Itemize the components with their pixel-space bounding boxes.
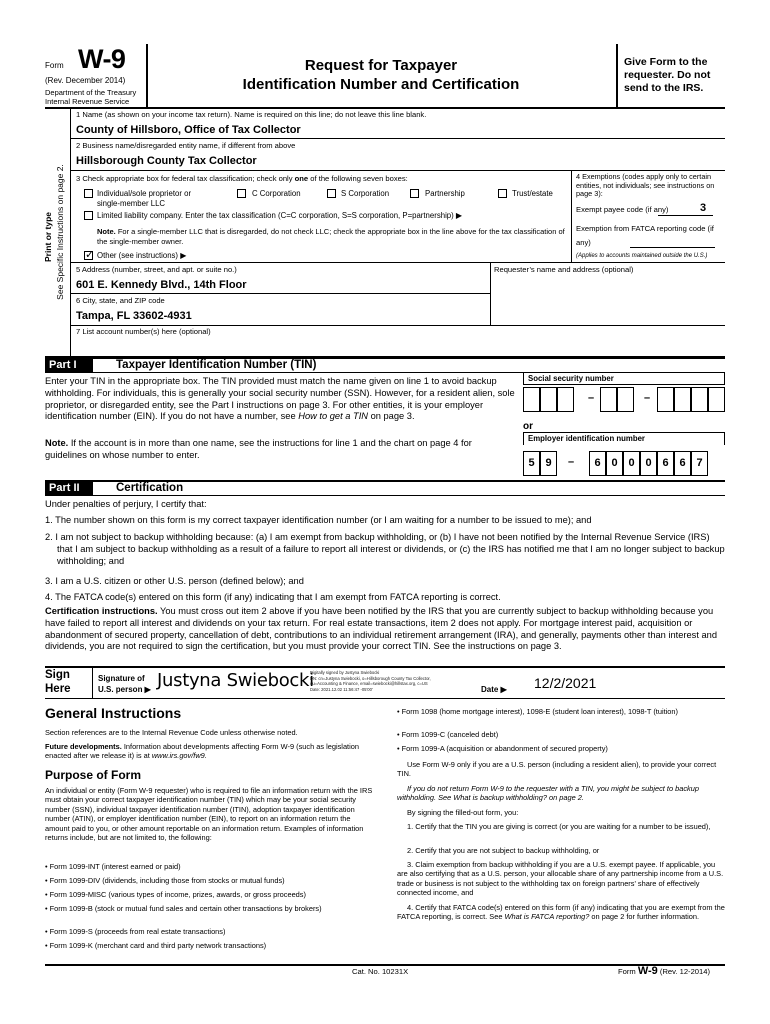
line5-address-field[interactable]: 601 E. Kennedy Blvd., 14th Floor xyxy=(76,279,247,291)
reason-2: 2. Certify that you are not subject to backup withholding, or xyxy=(407,846,600,855)
part2-tag: Part II xyxy=(45,481,93,495)
ssn-dash: – xyxy=(644,392,651,404)
individual-label: Individual/sole proprietor or xyxy=(97,189,192,198)
bullet-1099-misc: • Form 1099-MISC (various types of income, prizes, awards, or gross proceeds) xyxy=(45,890,306,899)
line7-label: 7 List account number(s) here (optional) xyxy=(76,327,211,336)
ein-digit[interactable]: 9 xyxy=(540,451,557,476)
ein-digit[interactable]: 6 xyxy=(657,451,674,476)
ssn-digit[interactable] xyxy=(674,387,691,412)
line1-label: 1 Name (as shown on your income tax return). Name is required on this line; do not leave this line blank. xyxy=(76,110,427,119)
ssn-digit[interactable] xyxy=(617,387,634,412)
digital-signature-stamp: Digitally signed by Justyna Swiebocki DN: cn=Justyna Swiebocki, o=Hillsborough County Tax Collector, ou=Accounting & Finance, email=swiebocki@hillstax.org, c=US Date: 2021.12.02 11:56:47 -05'00' xyxy=(310,670,431,692)
ein-digit[interactable]: 6 xyxy=(674,451,691,476)
trust-checkbox[interactable] xyxy=(498,189,507,198)
by-signing-text: By signing the filled-out form, you: xyxy=(407,808,519,817)
ssn-digit[interactable] xyxy=(657,387,674,412)
reason-4: 4. Certify that FATCA code(s) entered on this form (if any) indicating that you are exempt from the FATCA reporting, is correct. See What is FATCA reporting? on page 2 for further information. xyxy=(397,903,725,922)
part1-title: Taxpayer Identification Number (TIN) xyxy=(116,359,317,371)
other-checkbox[interactable] xyxy=(84,251,93,260)
line3-note: Note. For a single-member LLC that is disregarded, do not check LLC; check the appropriate box in the line above for the tax classification of the single-member owner. xyxy=(97,227,565,246)
ssn-digit[interactable] xyxy=(523,387,540,412)
part1-tag: Part I xyxy=(45,358,93,372)
other-label: Other (see instructions) ▶ xyxy=(97,251,187,260)
if-not-return-text: If you do not return Form W-9 to the requester with a TIN, you might be subject to backup withholding. See What is backup withholding? on page 2. xyxy=(397,784,699,803)
purpose-text: An individual or entity (Form W-9 requester) who is required to file an information return with the IRS must obtain your correct taxpayer identification number (TIN) which may be your social security number (SSN), individual taxpayer identification number (ITIN), adoption taxpayer identification number (ATIN), or employer identification number (EIN), to report on an information return the amount paid to you, or other amount reportable on an information return. Examples of information returns include, but are not limited to, the following: xyxy=(45,786,373,843)
cert-item-1: 1. The number shown on this form is my correct taxpayer identification number (or I am waiting for a number to be issued to me); and xyxy=(45,515,592,525)
general-p1: Section references are to the Internal Revenue Code unless otherwise noted. xyxy=(45,728,298,737)
ein-digit[interactable]: 6 xyxy=(589,451,606,476)
signature-field[interactable]: Justyna Swiebocki xyxy=(157,670,314,691)
line6-city-field[interactable]: Tampa, FL 33602-4931 xyxy=(76,310,192,322)
bullet-1099-k: • Form 1099-K (merchant card and third party network transactions) xyxy=(45,941,267,950)
form-irs: Internal Revenue Service xyxy=(45,97,130,106)
ssn-digit[interactable] xyxy=(540,387,557,412)
line6-label: 6 City, state, and ZIP code xyxy=(76,296,165,305)
use-form-text: Use Form W-9 only if you are a U.S. person (including a resident alien), to provide your correct TIN. xyxy=(397,760,717,779)
cert-instructions: Certification instructions. You must cross out item 2 above if you have been notified by the IRS that you are currently subject to backup withholding because you have failed to report all interest and dividends on your tax return. For real estate transactions, item 2 does not apply. For mortgage interest paid, acquisition or abandonment of secured property, cancellation of debt, contributions to an individual retirement arrangement (IRA), and generally, payments other than interest and dividends, you are not required to sign the certification, but you must provide your correct TIN. See the instructions on page 3. xyxy=(45,606,718,652)
fatca-applies-note: (Applies to accounts maintained outside the U.S.) xyxy=(576,253,708,259)
exempt-payee-code-field[interactable]: 3 xyxy=(700,202,707,214)
cert-item-4: 4. The FATCA code(s) entered on this form (if any) indicating that I am exempt from FATCA reporting is correct. xyxy=(45,592,501,602)
page-subtitle: Identification Number and Certification xyxy=(242,76,520,93)
see-specific-instructions: See Specific Instructions on page 2. xyxy=(55,164,65,300)
bullet-1099-s: • Form 1099-S (proceeds from real estate transactions) xyxy=(45,927,226,936)
bullet-1099-a: • Form 1099-A (acquisition or abandonment of secured property) xyxy=(397,744,608,753)
future-developments: Future developments. Information about developments affecting Form W-9 (such as legislation enacted after we release it) is at www.irs.gov/fw9. xyxy=(45,742,359,761)
s-corp-checkbox[interactable] xyxy=(327,189,336,198)
part2-intro: Under penalties of perjury, I certify that: xyxy=(45,499,207,509)
line2-label: 2 Business name/disregarded entity name, if different from above xyxy=(76,141,296,150)
form-name: W-9 xyxy=(78,44,126,74)
date-label: Date ▶ xyxy=(481,685,507,694)
line5-label: 5 Address (number, street, and apt. or suite no.) xyxy=(76,265,237,274)
exempt-payee-label: Exempt payee code (if any) xyxy=(576,205,669,214)
date-field[interactable]: 12/2/2021 xyxy=(534,675,597,691)
cert-item-2: 2. I am not subject to backup withholding because: (a) I am exempt from backup withholding, or (b) I have not been notified by the Internal Revenue Service (IRS) that I am subject to backup withholding as a result of a failure to report all interest or dividends, or (c) the IRS has notified me that I am no longer subject to backup withholding; and xyxy=(45,532,725,566)
trust-label: Trust/estate xyxy=(512,189,553,198)
cert-item-3: 3. I am a U.S. citizen or other U.S. person (defined below); and xyxy=(45,576,304,586)
line3-label: 3 Check appropriate box for federal tax classification; check only one of the following seven boxes: xyxy=(76,174,408,183)
line4-label: 4 Exemptions (codes apply only to certain entities, not individuals; see instructions on page 3): xyxy=(576,172,715,199)
catalog-number: Cat. No. 10231X xyxy=(352,967,409,976)
ssn-digit[interactable] xyxy=(600,387,617,412)
individual-checkbox[interactable] xyxy=(84,189,93,198)
form-rev: (Rev. December 2014) xyxy=(45,76,126,85)
llc-checkbox[interactable] xyxy=(84,211,93,220)
part1-note: Note. If the account is in more than one name, see the instructions for line 1 and the chart on page 4 for guidelines on whose number to enter. xyxy=(45,438,472,460)
part2-title: Certification xyxy=(116,482,184,494)
page-title: Request for Taxpayer xyxy=(304,57,458,74)
ein-digit[interactable]: 0 xyxy=(640,451,657,476)
or-label: or xyxy=(523,421,533,432)
ein-digit[interactable]: 0 xyxy=(623,451,640,476)
ein-digit[interactable]: 5 xyxy=(523,451,540,476)
ein-label: Employer identification number xyxy=(528,434,645,443)
line1-name-field[interactable]: County of Hillsboro, Office of Tax Collector xyxy=(76,124,301,136)
sign-label: Sign Here xyxy=(45,669,71,695)
ein-dash: – xyxy=(568,456,575,468)
c-corp-checkbox[interactable] xyxy=(237,189,246,198)
ein-digit[interactable]: 7 xyxy=(691,451,708,476)
s-corp-label: S Corporation xyxy=(341,189,390,198)
c-corp-label: C Corporation xyxy=(252,189,301,198)
bullet-1099-div: • Form 1099-DIV (dividends, including those from stocks or mutual funds) xyxy=(45,876,285,885)
general-instructions-heading: General Instructions xyxy=(45,705,182,721)
fatca-exemption-label: Exemption from FATCA reporting code (if any) xyxy=(576,224,714,247)
purpose-heading: Purpose of Form xyxy=(45,768,142,782)
bullet-1099-c: • Form 1099-C (canceled debt) xyxy=(397,730,499,739)
form-dept: Department of the Treasury xyxy=(45,88,137,97)
partnership-label: Partnership xyxy=(425,189,465,198)
ein-digit[interactable]: 0 xyxy=(606,451,623,476)
footer-form-id: Form W-9 (Rev. 12-2014) xyxy=(618,965,711,977)
llc-label: Limited liability company. Enter the tax classification (C=C corporation, S=S corporation, P=partnership) ▶ xyxy=(97,211,462,220)
ssn-digit[interactable] xyxy=(708,387,725,412)
ssn-digit[interactable] xyxy=(557,387,574,412)
bullet-1099-int: • Form 1099-INT (interest earned or paid) xyxy=(45,862,181,871)
side-instructions-label-2 xyxy=(55,112,69,352)
bullet-1098: • Form 1098 (home mortgage interest), 1098-E (student loan interest), 1098-T (tuition) xyxy=(397,707,678,716)
print-or-type: Print or type xyxy=(43,211,53,263)
ssn-dash: – xyxy=(588,392,595,404)
bullet-1099-b: • Form 1099-B (stock or mutual fund sales and certain other transactions by brokers) xyxy=(45,904,322,913)
form-label: Form xyxy=(45,61,64,70)
reason-1: 1. Certify that the TIN you are giving is correct (or you are waiting for a number to be issued), xyxy=(407,822,711,831)
give-form-note: Give Form to the requester. Do not send to the IRS. xyxy=(624,56,711,94)
partnership-checkbox[interactable] xyxy=(410,189,419,198)
part1-text: Enter your TIN in the appropriate box. The TIN provided must match the name given on line 1 to avoid backup withholding. For individuals, this is generally your social security number (SSN). However, for a resident alien, sole proprietor, or disregarded entity, see the Part I instructions on page 3. For other entities, it is your employer identification number (EIN). If you do not have a number, see How to get a TIN on page 3. xyxy=(45,376,515,422)
requester-label: Requester’s name and address (optional) xyxy=(494,265,634,274)
ssn-digit[interactable] xyxy=(691,387,708,412)
ssn-label: Social security number xyxy=(528,374,614,383)
reason-3: 3. Claim exemption from backup withholding if you are a U.S. exempt payee. If applicable, you are also certifying that as a U.S. person, your allocable share of any partnership income from a U.S. trade or business is not subject to the withholding tax on foreign partners' share of effectively connected income, and xyxy=(397,860,724,898)
individual-label-2: single-member LLC xyxy=(97,199,166,208)
line2-business-name-field[interactable]: Hillsborough County Tax Collector xyxy=(76,155,257,167)
signature-label: Signature of U.S. person ▶ xyxy=(98,674,151,694)
